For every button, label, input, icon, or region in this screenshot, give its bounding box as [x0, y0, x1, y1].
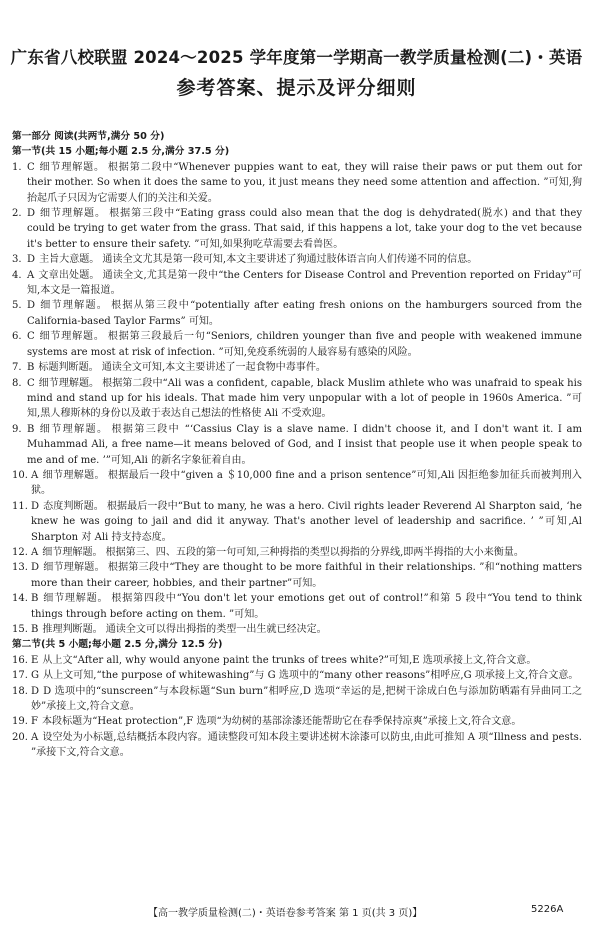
content-body: [12, 129, 582, 761]
answer-letter: A: [31, 731, 39, 743]
section1-heading: 第一节(共 15 小题;每小题 2.5 分,满分 37.5 分): [12, 146, 230, 158]
answer-letter: B: [31, 593, 39, 605]
answer-number: 14.: [12, 593, 28, 605]
question-type: 细节理解题。: [38, 331, 105, 343]
question-type: 细节理解题。: [38, 377, 100, 389]
answer-item: [12, 468, 582, 499]
answer-explanation: 设空处为小标题,总结概括本段内容。通读整段可知本段主要讲述树木涂漆可以防虫,由此可推知 A 项“Illness and pests. ”承接下文,符合文意。: [31, 731, 582, 759]
answer-number: 10.: [12, 469, 28, 481]
answer-number: 11.: [12, 500, 28, 512]
answer-letter: C: [27, 161, 35, 173]
answer-explanation: 通读全文可知,本文主要讲述了一起食物中毒事件。: [101, 362, 326, 374]
answer-item: [12, 206, 582, 252]
answer-number: 9.: [12, 423, 22, 435]
question-type: 标题判断题。: [38, 362, 99, 374]
answer-letter: A: [27, 269, 35, 281]
answer-letter: A: [31, 546, 39, 558]
answer-item: [12, 160, 582, 206]
answer-item: [12, 684, 582, 715]
answer-item: [12, 329, 582, 360]
answer-item: [12, 499, 582, 545]
document-title: 广东省八校联盟 2024～2025 学年度第一学期高一教学质量检测(二)・英语: [10, 48, 583, 67]
answer-letter: F: [31, 716, 38, 728]
answer-explanation: 从上文可知,“the purpose of whitewashing”与 G 选项中的“many other reasons”相呼应,G 项承接上文,符合文意。: [43, 670, 579, 682]
answer-item: [12, 668, 582, 683]
answer-number: 17.: [12, 670, 28, 682]
question-type: 推理判断题。: [42, 624, 103, 635]
answer-number: 18.: [12, 685, 28, 697]
answer-explanation: 根据第三段中“Eating grass could also mean that the dog is dehydrated(脱水) and that they could be trying to get water from the grass. That said, if this happens a lot, take your dog to the vet because it's better to ensure their safety. ”可知,如果狗吃草需要去看兽医。: [27, 208, 582, 250]
answer-number: 1.: [12, 161, 22, 173]
answer-number: 20.: [12, 731, 28, 743]
answer-explanation: 根据最后一段中“But to many, he was a hero. Civil rights leader Reverend Al Sharpton said, ‘he knew he was going to jail and did it anyway. That's another level of leadership and sacrifice. ’ ”可知,Al Sharpton 对 Ali 持支持态度。: [31, 500, 582, 543]
part1-heading: 第一部分 阅读(共两节,满分 50 分): [12, 131, 165, 142]
answer-letter: B: [27, 423, 35, 435]
question-type: 细节理解题。: [43, 562, 105, 574]
question-type: 文章出处题。: [38, 269, 100, 281]
answer-letter: B: [31, 624, 39, 635]
answer-explanation: 通读全文,尤其是第一段中“the Centers for Disease Control and Prevention reported on Friday”可知,本文是一篇报道。: [27, 269, 582, 297]
answer-explanation: 本段标题为“Heat protection”,F 选项“为幼树的基部涂漆还能帮助它在春季保持凉爽”承接上文,符合文意。: [41, 716, 522, 728]
answer-explanation: 根据第三段中 “‘Cassius Clay is a slave name. I didn't choose it, and I don't want it. I am Muhammad Ali, a free name—it means beloved of God, and I insist that people use it when people speak to me and of me. ’”可知,Ali 的新名字象征着自由。: [27, 423, 582, 466]
answer-number: 3.: [12, 254, 22, 266]
answer-explanation: 根据最后一段中“given a ＄10,000 fine and a prison sentence”可知,Ali 因拒绝参加征兵而被判刑入狱。: [31, 469, 582, 497]
question-type: 细节理解题。: [42, 469, 105, 481]
answer-explanation: 从上文“After all, why would anyone paint the trunks of trees white?”可知,E 选项承接上文,符合文意。: [42, 654, 537, 666]
answer-item: [12, 376, 582, 422]
answer-item: [12, 422, 582, 468]
answer-explanation: 根据从第三段中“potentially after eating fresh onions on the hamburgers sourced from the California-based Taylor Farms” 可知。: [27, 300, 582, 327]
answer-explanation: 根据第四段中“You don't let your emotions get out of control!”和第 5 段中“You tend to think things through before acting on them. ”可知。: [31, 593, 582, 620]
question-type: 态度判断题。: [43, 500, 104, 512]
answer-number: 5.: [12, 300, 22, 312]
answer-item: [12, 252, 582, 267]
answer-explanation: 通读全文尤其是第一段可知,本文主要讲述了狗通过肢体语言向人们传递不同的信息。: [102, 254, 478, 266]
question-type: 细节理解题。: [39, 300, 109, 312]
answer-number: 15.: [12, 624, 28, 635]
answer-explanation: D 选项中的“sunscreen”与本段标题“Sun burn”相呼应,D 选项“幸运的是,把树干涂成白色与添加防晒霜有异曲同工之妙”承接上文,符合文意。: [31, 685, 582, 713]
answer-letter: D: [31, 562, 40, 574]
answer-number: 8.: [12, 377, 22, 389]
answer-number: 6.: [12, 331, 22, 343]
answer-number: 7.: [12, 362, 22, 374]
answer-letter: D: [27, 300, 36, 312]
question-type: 细节理解题。: [42, 593, 109, 605]
answer-item: [12, 653, 582, 668]
answer-number: 16.: [12, 654, 28, 666]
answer-explanation: 根据第二段中“Ali was a confident, capable, black Muslim athlete who was unafraid to speak his mind and stand up for his ideals. That made him very unpopular with a lot of people in 1960s America. ”可知,黑人穆斯林的身份以及敢于表达自己想法的性格使 Ali 不受欢迎。: [27, 377, 582, 420]
answer-letter: C: [27, 377, 35, 389]
answer-number: 19.: [12, 716, 28, 728]
answer-explanation: 根据第三段最后一句“Seniors, children younger than five and people with weakened immune systems are most at risk of infection. ”可知,免疫系统弱的人最容易有感染的风险。: [27, 331, 582, 358]
answer-item: [12, 622, 582, 637]
footer-page-info: 【高一教学质量检测(二)・英语卷参考答案 第 1 页(共 3 页)】: [148, 908, 423, 919]
answer-item: [12, 591, 582, 622]
question-type: 细节理解题。: [39, 208, 107, 220]
answer-letter: A: [31, 469, 39, 481]
answer-letter: G: [31, 670, 40, 682]
answer-item: [12, 268, 582, 299]
answer-number: 2.: [12, 208, 22, 220]
answer-letter: C: [27, 331, 35, 343]
section2-list: [12, 653, 582, 761]
answer-item: [12, 730, 582, 761]
answer-explanation: 根据第三段中“They are thought to be more faithful in their relationships. ”和“nothing matters more than their career, hobbies, and their partner”可知。: [31, 562, 582, 589]
answer-number: 4.: [12, 269, 22, 281]
question-type: 细节理解题。: [42, 546, 103, 558]
answer-explanation: 根据第二段中“Whenever puppies want to eat, they will raise their paws or put them out for their mother. So when it does the same to you, it just means they need some attention and affection. ”可知,狗抬起爪子只因为它需要人们的关注和关爱。: [27, 161, 582, 204]
section1-list: [12, 160, 582, 638]
footer-code: 5226A: [531, 904, 564, 915]
answer-number: 12.: [12, 546, 28, 558]
answer-letter: D: [27, 254, 36, 266]
answer-item: [12, 298, 582, 329]
answer-letter: D: [31, 685, 40, 697]
answer-item: [12, 560, 582, 591]
answer-explanation: 通读全文可以得出拇指的类型一出生就已经决定。: [105, 624, 327, 635]
answer-item: [12, 360, 582, 375]
section2-heading: 第二节(共 5 小题;每小题 2.5 分,满分 12.5 分): [12, 639, 223, 651]
answer-letter: D: [27, 208, 36, 220]
question-type: 主旨大意题。: [39, 254, 100, 266]
question-type: 细节理解题。: [38, 161, 105, 173]
answer-item: [12, 545, 582, 560]
answer-item: [12, 714, 582, 729]
document-subtitle: 参考答案、提示及评分细则: [176, 77, 417, 99]
answer-number: 13.: [12, 562, 28, 574]
answer-explanation: 根据第三、四、五段的第一句可知,三种拇指的类型以拇指的分界线,即两半拇指的大小来衡量。: [105, 546, 524, 558]
answer-letter: B: [27, 362, 35, 374]
answer-letter: E: [31, 654, 39, 666]
question-type: 细节理解题。: [38, 423, 109, 435]
answer-letter: D: [31, 500, 40, 512]
